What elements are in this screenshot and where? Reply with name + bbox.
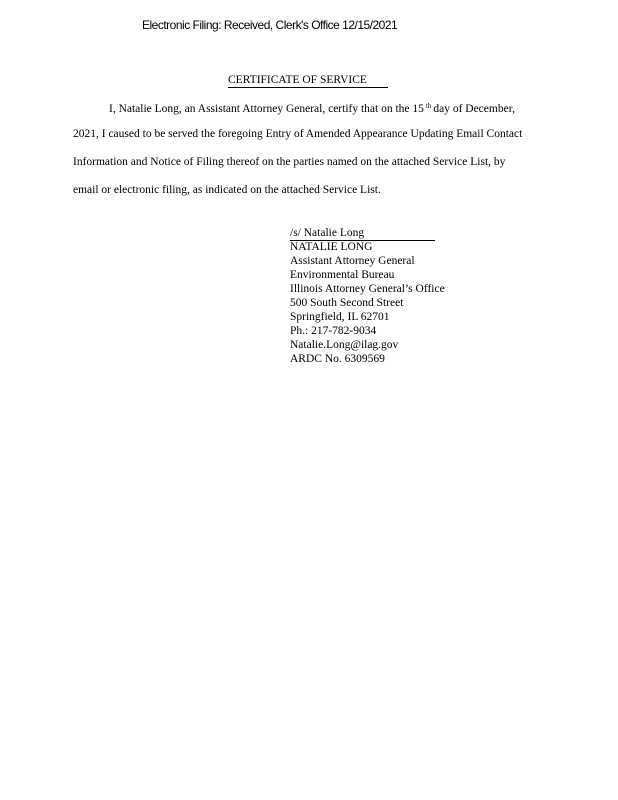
signer-bureau: Environmental Bureau xyxy=(290,269,395,281)
filing-stamp: Electronic Filing: Received, Clerk's Office 12/15/2021 xyxy=(142,18,398,32)
body-line-3: Information and Notice of Filing thereof on the parties named on the attached Service List, by xyxy=(73,156,506,168)
body-line-1-end: day of December, xyxy=(433,103,515,115)
ardc-number: ARDC No. 6309569 xyxy=(290,353,385,365)
body-line-1-start: I, Natalie Long, an Assistant Attorney General, certify that on the 15 xyxy=(109,103,424,115)
signer-phone: Ph.: 217-782-9034 xyxy=(290,325,377,337)
signer-title: Assistant Attorney General xyxy=(290,255,415,267)
address-city: Springfield, IL 62701 xyxy=(290,311,390,323)
signature-block xyxy=(290,226,445,366)
signer-email: Natalie.Long@ilag.gov xyxy=(290,339,399,351)
certificate-title: CERTIFICATE OF SERVICE xyxy=(228,73,388,88)
certificate-body xyxy=(73,95,553,207)
address-street: 500 South Second Street xyxy=(290,297,404,309)
signature-line: /s/ Natalie Long xyxy=(290,226,435,241)
body-line-1 xyxy=(73,95,553,123)
signer-office: Illinois Attorney General’s Office xyxy=(290,283,445,295)
body-line-4: email or electronic filing, as indicated on the attached Service List. xyxy=(73,184,381,196)
body-line-2: 2021, I caused to be served the foregoing Entry of Amended Appearance Updating Email Contact xyxy=(73,128,523,140)
ordinal-suffix: th xyxy=(425,102,432,110)
signer-name: NATALIE LONG xyxy=(290,241,373,253)
